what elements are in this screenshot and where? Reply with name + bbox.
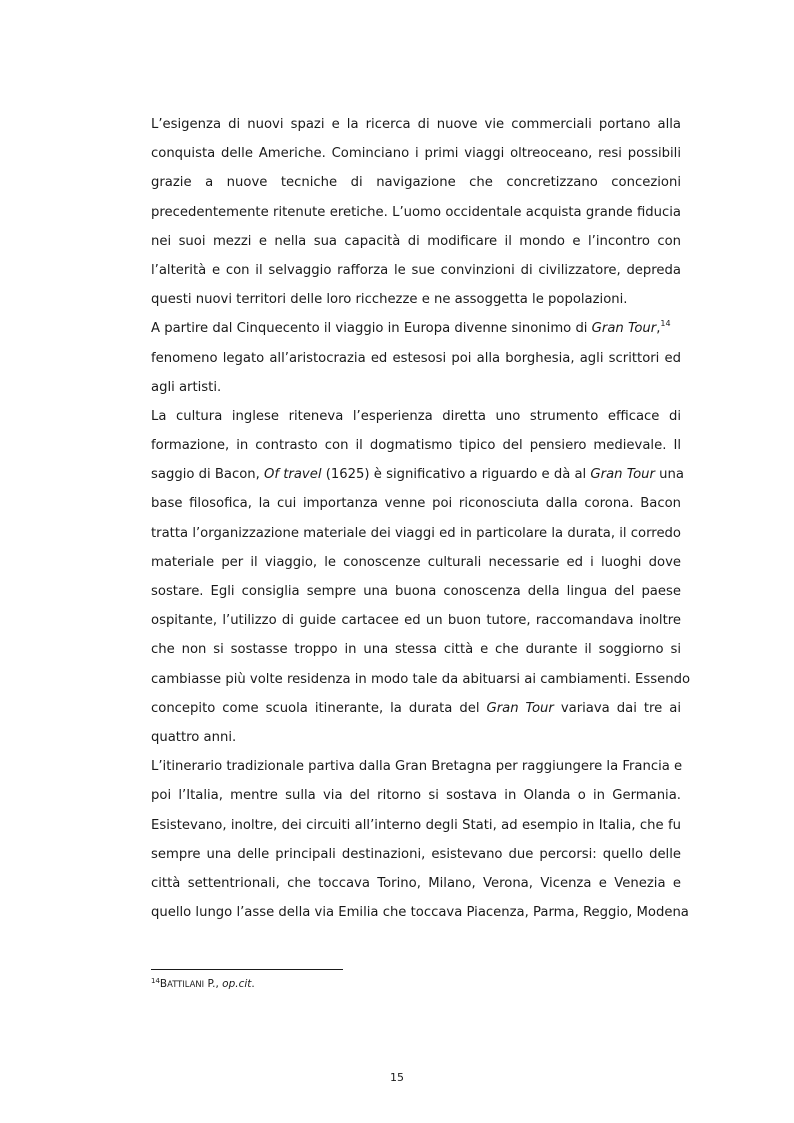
text-line: cambiasse più volte residenza in modo tale da abituarsi ai cambiamenti. Essendo [151,671,691,687]
text-line: ospitante, l’utilizzo di guide cartacee ed un buon tutore, raccomandava inoltre [151,613,681,629]
text-run: concepito come scuola itinerante, la durata del [151,700,487,716]
text-line: quello lungo l’asse della via Emilia che toccava Piacenza, Parma, Reggio, Modena [151,905,689,921]
footnote-reference[interactable]: 14 [660,319,671,329]
text-line: nei suoi mezzi e nella sua capacità di modificare il mondo e l’incontro con [151,233,681,249]
italic-title: Gran Tour [591,321,657,337]
text-line: sempre una delle principali destinazioni, esistevano due percorsi: quello delle [151,846,681,862]
author-suffix: P., [204,978,223,990]
text-line: La cultura inglese riteneva l’esperienza diretta uno strumento efficace di [151,408,681,424]
text-line [151,460,684,489]
text-line: base filosofica, la cui importanza venne poi riconosciuta dalla corona. Bacon [151,496,681,512]
text-run: (1625) è significativo a riguardo e dà al [321,467,591,483]
text-line: questi nuovi territori delle loro ricchezze e ne assoggetta le popolazioni. [151,292,628,308]
text-line: l’alterità e con il selvaggio rafforza le sue convinzioni di civilizzatore, depreda [151,262,681,278]
text-run: saggio di Bacon, [151,467,265,483]
text-line: conquista delle Americhe. Cominciano i primi viaggi oltreoceano, resi possibili [151,146,681,162]
footnote-number: 14 [151,977,160,985]
footnote-end: . [251,978,255,990]
text-line [151,694,681,723]
paragraph [151,402,691,752]
text-run: , [656,321,661,337]
paragraph [151,752,689,927]
text-run: una [654,467,684,483]
author-initial: B [159,978,168,990]
text-run: A partire dal Cinquecento il viaggio in Europa divenne sinonimo di [151,321,592,337]
text-line: che non si sostasse troppo in una stessa città e che durante il soggiorno si [151,642,681,658]
text-line: poi l’Italia, mentre sulla via del ritorno si sostava in Olanda o in Germania. [151,788,681,804]
text-line: grazie a nuove tecniche di navigazione che concretizzano concezioni [151,175,681,191]
text-line: agli artisti. [151,379,222,395]
text-line: materiale per il viaggio, le conoscenze culturali necessarie ed i luoghi dove [151,554,681,570]
text-line: L’itinerario tradizionale partiva dalla Gran Bretagna per raggiungere la Francia e [151,759,683,775]
text-line: tratta l’organizzazione materiale dei viaggi ed in particolare la durata, il corredo [151,525,681,541]
text-line: Esistevano, inoltre, dei circuiti all’interno degli Stati, ad esempio in Italia, che fu [151,817,681,833]
text-line: quattro anni. [151,729,237,745]
text-line: formazione, in contrasto con il dogmatismo tipico del pensiero medievale. Il [151,438,681,454]
footnote-separator [151,969,343,970]
text-line: fenomeno legato all’aristocrazia ed estesosi poi alla borghesia, agli scrittori ed [151,350,681,366]
text-line: precedentemente ritenute eretiche. L’uomo occidentale acquista grande fiducia [151,204,681,220]
italic-title: Gran Tour [590,467,655,483]
paragraph [151,110,681,314]
italic-title: Of travel [264,467,322,483]
text-line: città settentrionali, che toccava Torino, Milano, Verona, Vicenza e Venezia e [151,875,681,891]
footnote [151,976,255,992]
italic-title: Gran Tour [486,700,554,716]
text-line: L’esigenza di nuovi spazi e la ricerca di nuove vie commerciali portano alla [151,117,681,132]
citation: op.cit [222,978,252,990]
paragraph [151,314,681,402]
main-text [151,110,691,927]
text-line: sostare. Egli consiglia sempre una buona conoscenza della lingua del paese [151,584,681,599]
footnote-text [160,978,255,990]
page-number: 15 [390,1071,404,1084]
text-line [151,314,681,343]
text-run: variava dai tre ai [553,700,681,716]
author-name-smallcaps: ATTILANI [167,979,205,989]
